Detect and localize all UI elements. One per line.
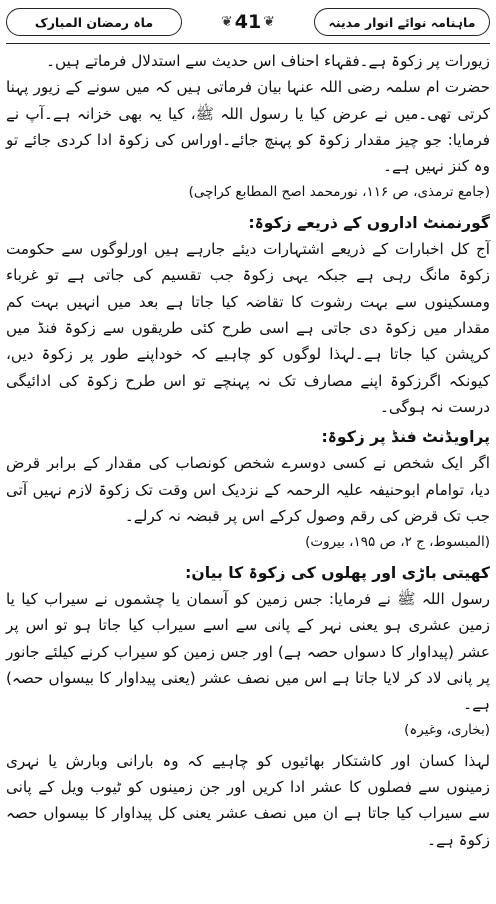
heading-government-zakat: گورنمنٹ اداروں کے ذریعے زکوۃ: bbox=[248, 213, 490, 232]
magazine-title: ماہنامہ نوائے انوار مدینہ bbox=[314, 8, 490, 36]
page-number bbox=[221, 11, 275, 33]
paragraph-6: لہذا کسان اور کاشتکار بھائیوں کو چاہیے کہ وہ بارانی وبارش یا نہری زمینوں سے فصلوں کا عشر ادا کریں اور جن زمینوں کو ٹیوب ویل کے پانی سے سیراب کیا جاتا ہے ان میں نصف عشر یعنی کل پیداوار کا بیسواں حصہ زکوۃ ہے۔ bbox=[6, 751, 490, 849]
ornament-right-icon: ❦ bbox=[263, 14, 275, 30]
heading-crops-zakat: کھیتی باڑی اور پھلوں کی زکوۃ کا بیان: bbox=[185, 563, 490, 582]
paragraph-2: حضرت ام سلمہ رضی اللہ عنہا بیان فرماتی ہیں کہ میں سونے کے زیور پہنا کرتی تھی۔میں نے عرض کیا یا رسول اللہ ﷺ، کیا یہ بھی خزانہ ہے۔آپ نے فرمایا: جو چیز مقدار زکوۃ کو پہنچ جائے۔اوراس کی زکوۃ ادا کردی جائے تو وہ کنز نہیں ہے۔ bbox=[6, 78, 490, 176]
header-divider bbox=[6, 43, 490, 44]
article-body bbox=[6, 48, 490, 853]
paragraph-5: رسول اللہ ﷺ نے فرمایا: جس زمین کو آسمان یا چشموں نے سیراب کیا یا زمین عشری ہو یعنی نہر کے پانی سے اسے سیراب کیا جاتا ہو تو اس پر عشر (پیداوار کا دسواں حصہ ہے) اور جس زمین کو سیراب کرنے کیلئے جانور پر پانی لاد کر لایا جاتا ہے اس میں نصف عشر (یعنی پیداوار کا بیسواں حصہ) ہے۔ bbox=[6, 589, 490, 714]
citation-2: (المبسوط، ج ۲، ص ۱۹۵، بیروت) bbox=[305, 534, 490, 551]
citation-1: (جامع ترمذی، ص ۱۱۶، نورمحمد اصح المطابع کراچی) bbox=[188, 184, 490, 201]
paragraph-3: آج کل اخبارات کے ذریعے اشتہارات دیئے جارہے ہیں اورلوگوں سے حکومت زکوۃ مانگ رہی ہے جبکہ یہی زکوۃ جب تقسیم کی جاتی ہے تو غرباء ومسکینوں سے بہت رشوت کا تقاضہ کیا جاتا ہے بعد میں انہیں بہت کم مقدار میں زکوۃ دی جاتی ہے اسی طرح کئی طریقوں سے زکوۃ فنڈ میں کرپشن کیا جاتا ہے۔لہذا لوگوں کو چاہیے کہ خوداپنے طور پر زکوۃ دیں، کیونکہ اگرزکوۃ اپنے مصارف تک نہ پہنچے تو اس طرح زکوۃ کی ادائیگی درست نہ ہوگی۔ bbox=[6, 240, 490, 416]
citation-3: (بخاری، وغیرہ) bbox=[404, 722, 490, 739]
page-number-text: 41 bbox=[234, 11, 262, 33]
paragraph-4: اگر ایک شخص نے کسی دوسرے شخص کونصاب کی مقدار کے برابر قرض دیا، توامام ابوحنیفہ علیہ الرحمہ کے نزدیک اس وقت تک زکوۃ لازم نہیں آتی جب تک قرض کی رقم وصول کرکے اس پر قبضہ نہ کرلے۔ bbox=[6, 454, 490, 526]
heading-provident-fund: پراویڈنٹ فنڈ پر زکوۃ: bbox=[321, 428, 490, 447]
page-header bbox=[6, 4, 490, 40]
month-label: ماہ رمضان المبارک bbox=[6, 8, 182, 36]
ornament-left-icon: ❦ bbox=[221, 14, 233, 30]
paragraph-1: زیورات پر زکوۃ ہے۔فقہاء احناف اس حدیث سے استدلال فرماتے ہیں۔ bbox=[46, 52, 490, 70]
